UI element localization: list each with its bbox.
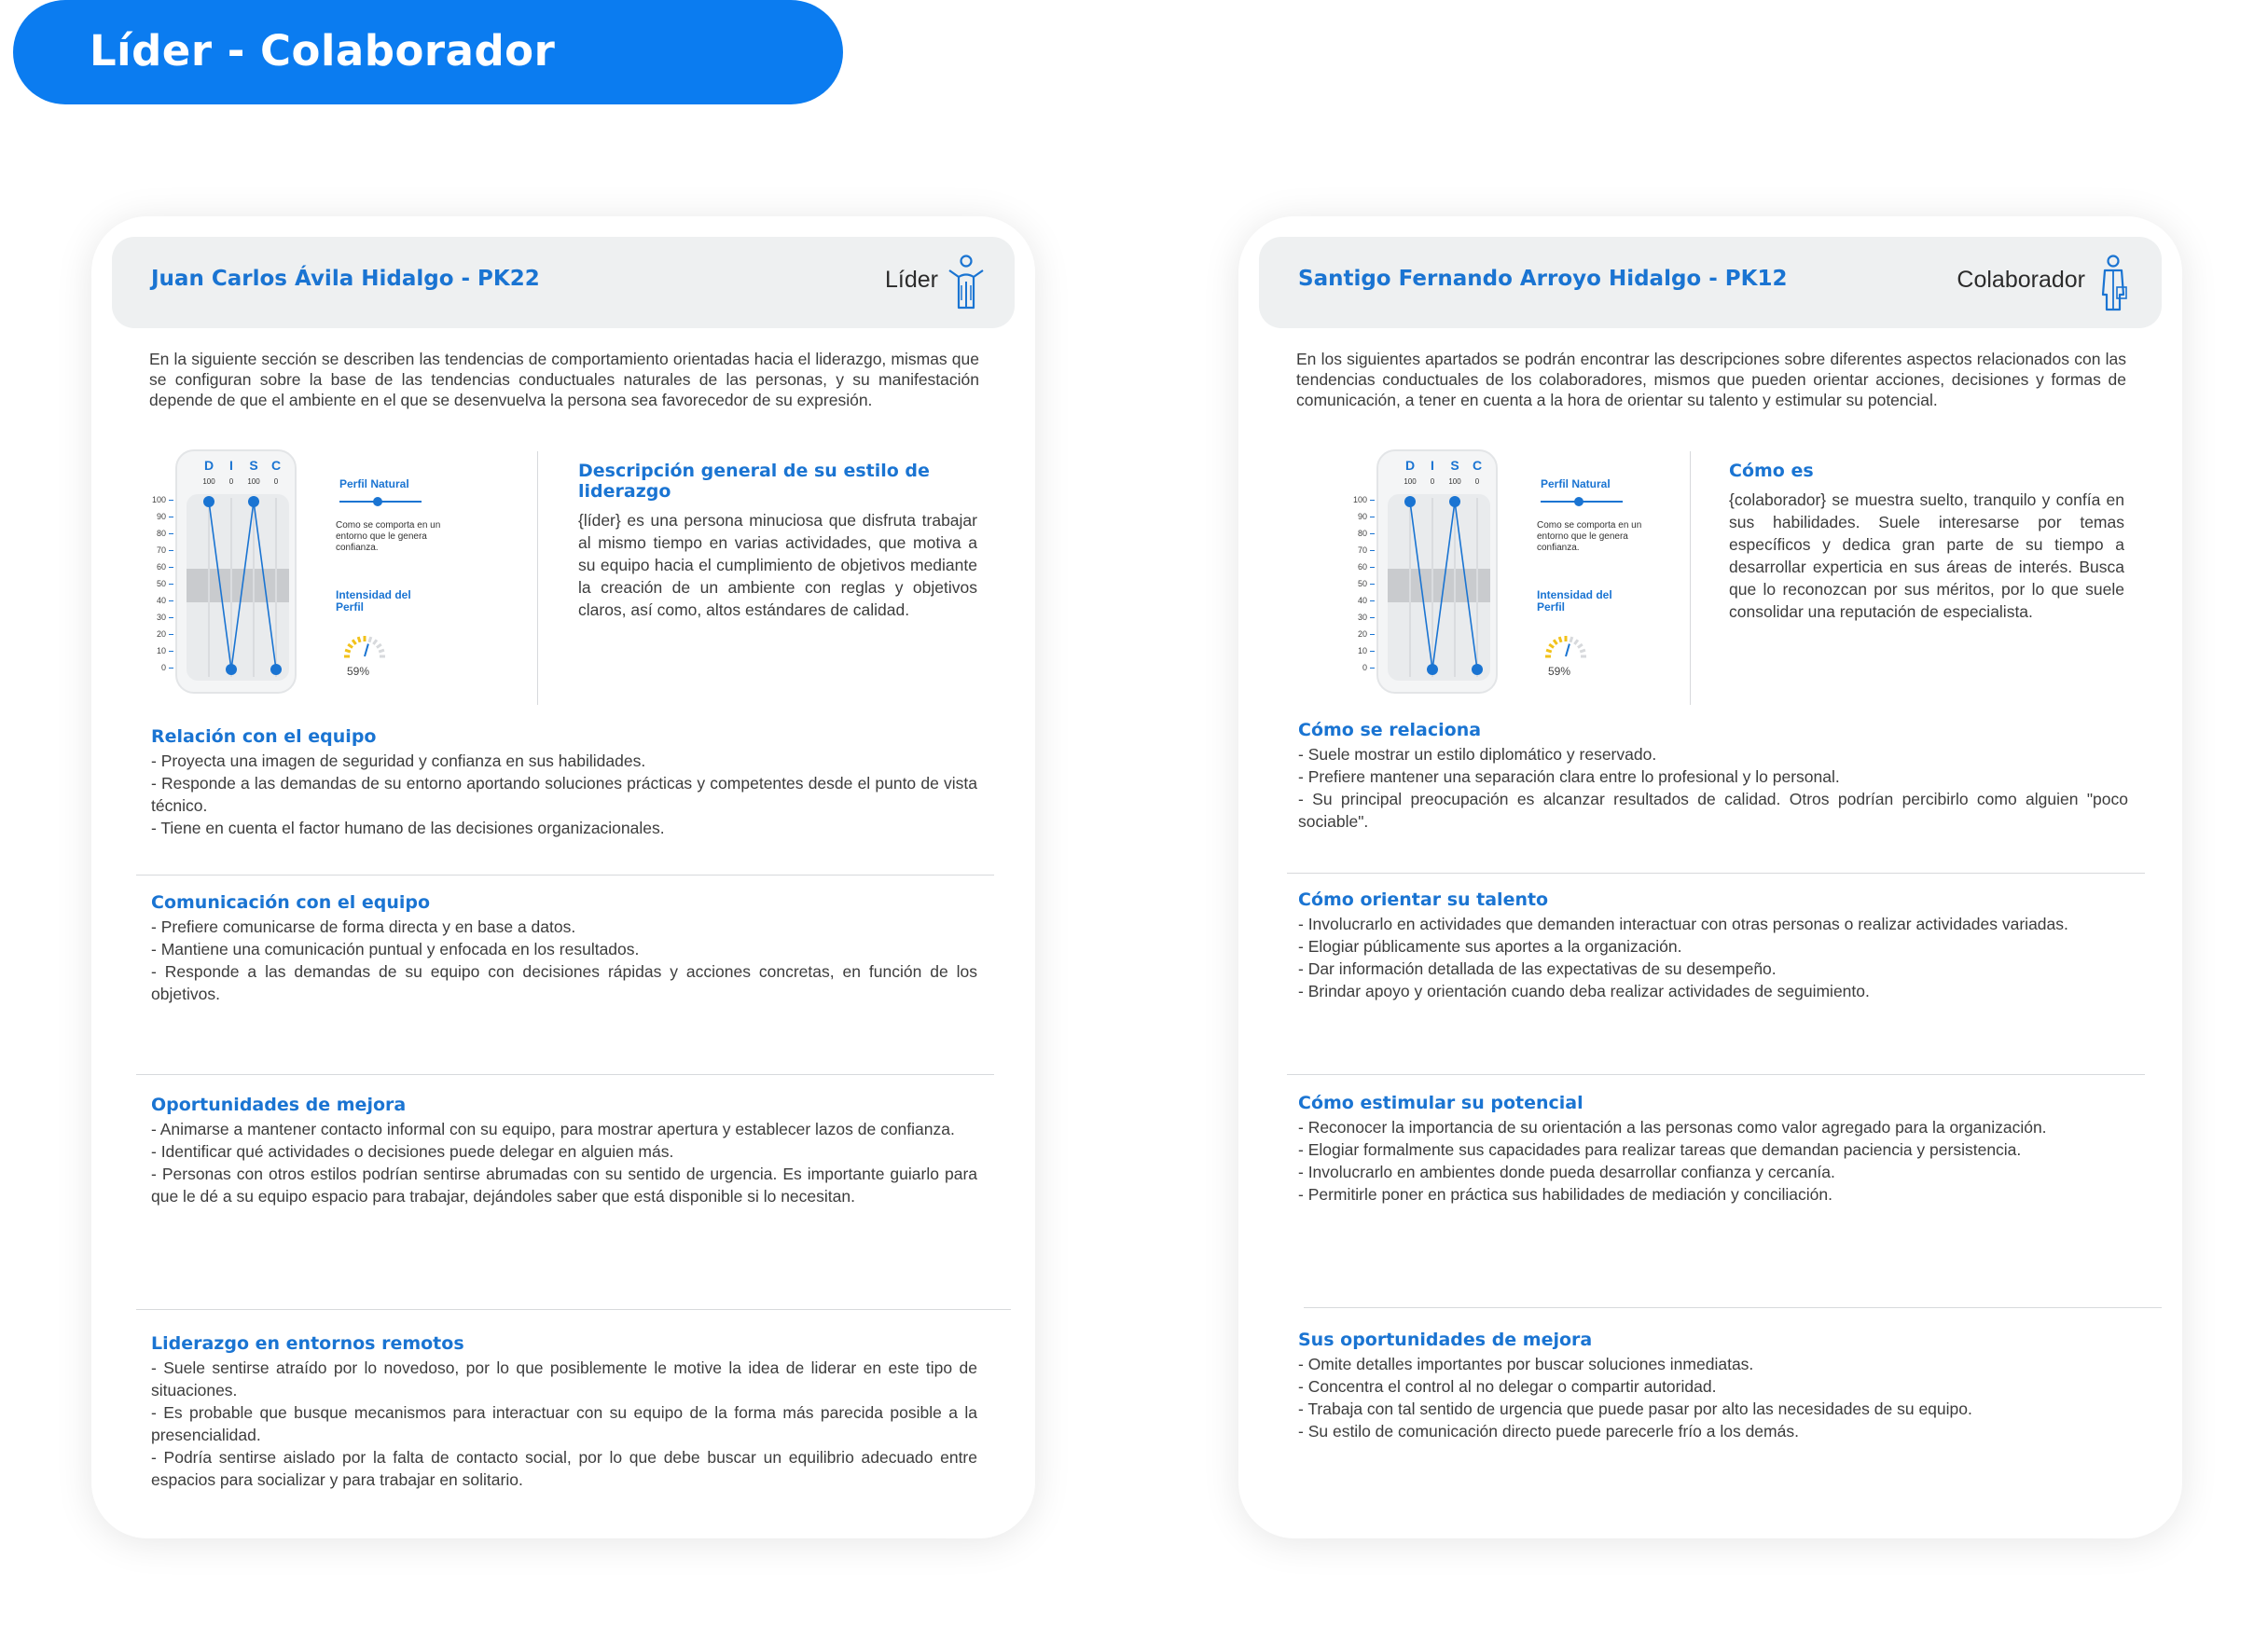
disc-chart (1378, 451, 1500, 696)
gauge-segment (1574, 640, 1578, 644)
list-item: - Su estilo de comunicación directo puede parecerle frío a los demás. (1298, 1422, 1799, 1441)
y-axis-tick: 10 (1357, 646, 1367, 655)
gauge-segment (348, 644, 353, 648)
list-item: - Mantiene una comunicación puntual y enfocada en los resultados. (151, 940, 640, 958)
collaborator-name: Santigo Fernando Arroyo Hidalgo - PK12 (1298, 267, 1788, 291)
gauge-segment (1549, 644, 1554, 648)
list-item: - Identificar qué actividades o decisiones puede delegar en alguien más. (151, 1142, 674, 1161)
y-axis-tick: 50 (1357, 579, 1367, 588)
section-divider (1287, 1074, 2145, 1075)
section-divider (1287, 873, 2145, 874)
y-axis-tick: 40 (156, 596, 166, 605)
disc-letter-i: I (1431, 458, 1434, 473)
disc-letter-i: I (229, 458, 233, 473)
y-axis-tick: 0 (1362, 663, 1367, 672)
collaborator-header (1259, 237, 2162, 328)
intensidad-label: Intensidad del Perfil (336, 588, 411, 614)
disc-value-c: 0 (1474, 477, 1480, 486)
section-divider (136, 875, 994, 876)
disc-panel (1376, 449, 1498, 694)
section-title: Cómo se relaciona (1298, 720, 1482, 740)
list-item: - Animarse a mantener contacto informal con su equipo, para mostrar apertura y establecer lazos de confianza. (151, 1120, 955, 1138)
y-axis-tick: 80 (1357, 529, 1367, 538)
disc-value-d: 100 (202, 477, 215, 486)
list-item: - Elogiar formalmente sus capacidades para realizar tareas que demandan paciencia y persistencia. (1298, 1140, 2022, 1159)
section-list (151, 916, 977, 1005)
disc-point (203, 496, 214, 507)
gauge-needle (1566, 644, 1570, 656)
gauge-segment (1559, 637, 1561, 642)
leader-section-oportunidades (151, 1095, 977, 1207)
section-divider (136, 1074, 994, 1075)
gauge-segment (353, 640, 356, 644)
leader-section-remotos (151, 1333, 977, 1491)
perfil-natural-label: Perfil Natural (339, 477, 409, 490)
intensity-gauge-icon (1541, 627, 1591, 664)
leader-intro: En la siguiente sección se describen las tendencias de comportamiento orientadas hacia el liderazgo, mismas que se configuran sobre la base de las tendencias conductuales naturales de las personas, y su manifestación depende de que el ambiente en el que se desenvuelva la persona sea favorecedor de su expresión. (149, 350, 979, 409)
collaborator-description-text: {colaborador} se muestra suelto, tranquilo y confía en sus habilidades. Suele interesarse por temas específicos y dedica gran parte de su tiempo a desarrollar experticia en sus áreas de interés. Busca que lo reconozcan por sus méritos, por lo que suele consolidar una reputación de especialista. (1729, 490, 2124, 621)
y-axis-tick: 40 (1357, 596, 1367, 605)
section-divider (1304, 1307, 2162, 1308)
list-item: - Responde a las demandas de su entorno aportando soluciones prácticas y competentes desde el punto de vista técnico. (151, 774, 977, 815)
intensidad-label: Intensidad del Perfil (1537, 588, 1612, 614)
disc-y-axis (1341, 495, 1375, 672)
section-list (1298, 1353, 2128, 1442)
perfil-slider (1541, 501, 1623, 503)
leader-section-comunicacion (151, 892, 977, 1005)
collaborator-description-block (1729, 461, 2124, 623)
list-item: - Su principal preocupación es alcanzar resultados de calidad. Otros podrían percibirlo como alguien "poco sociable". (1298, 790, 2128, 831)
section-list (151, 750, 977, 839)
disc-y-axis (140, 495, 173, 672)
leader-card (91, 216, 1035, 1538)
section-divider (136, 1309, 1011, 1310)
section-title: Comunicación con el equipo (151, 892, 431, 913)
list-item: - Suele sentirse atraído por lo novedoso, por lo que posiblemente le motive la idea de liderar en este tipo de situaciones. (151, 1358, 977, 1399)
collaborator-role-label: Colaborador (1957, 267, 2085, 293)
disc-point (1427, 664, 1438, 675)
list-item: - Concentra el control al no delegar o compartir autoridad. (1298, 1377, 1717, 1396)
intensity-percent: 59% (347, 665, 370, 678)
section-list (1298, 913, 2128, 1002)
y-axis-tick: 70 (156, 545, 166, 555)
section-title: Cómo orientar su talento (1298, 889, 1549, 910)
disc-value-i: 0 (228, 477, 234, 486)
y-axis-tick: 90 (1357, 512, 1367, 521)
leader-person-icon (946, 254, 987, 311)
disc-letter-s: S (249, 458, 258, 473)
disc-point (1449, 496, 1460, 507)
disc-letter-c: C (270, 458, 282, 473)
y-axis-tick: 30 (1357, 613, 1367, 622)
section-title: Oportunidades de mejora (151, 1095, 407, 1115)
list-item: - Personas con otros estilos podrían sentirse abrumadas con su sentido de urgencia. Es importante guiarlo para que le dé a su equipo espacio para trabajar, dejándoles saber que está disponible si lo necesitan. (151, 1165, 977, 1206)
gauge-segment (358, 637, 360, 642)
collaborator-section-potencial (1298, 1093, 2128, 1206)
section-list (151, 1118, 977, 1207)
leader-role-label: Líder (885, 267, 938, 293)
disc-point (1404, 496, 1416, 507)
section-list (151, 1357, 977, 1491)
collaborator-person-icon (2093, 254, 2134, 311)
disc-value-s: 100 (247, 477, 260, 486)
list-item: - Permitirle poner en práctica sus habilidades de mediación y conciliación. (1298, 1185, 1832, 1204)
disc-letter-d: D (203, 458, 214, 473)
leader-disc-block (151, 449, 511, 720)
page-title: Líder - Colaborador (90, 26, 556, 76)
leader-description-text: {líder} es una persona minuciosa que disfruta trabajar al mismo tiempo en varias actividades, que motiva a su equipo hacia el cumplimiento de objetivos mediante la creación de un ambiente con reglas y objetivos claros, así como, altos estándares de calidad. (578, 511, 977, 619)
y-axis-tick: 50 (156, 579, 166, 588)
leader-name: Juan Carlos Ávila Hidalgo - PK22 (151, 267, 540, 291)
disc-value-s: 100 (1448, 477, 1461, 486)
list-item: - Tiene en cuenta el factor humano de las decisiones organizacionales. (151, 819, 665, 837)
gauge-segment (1578, 644, 1583, 648)
collaborator-disc-block (1352, 449, 1712, 720)
section-list (1298, 1116, 2128, 1206)
disc-point (1472, 664, 1483, 675)
leader-header (112, 237, 1015, 328)
leader-description-title: Descripción general de su estilo de liderazgo (578, 461, 930, 502)
disc-midline-band (1388, 569, 1490, 602)
disc-letter-s: S (1450, 458, 1459, 473)
gauge-segment (345, 650, 351, 652)
y-axis-tick: 80 (156, 529, 166, 538)
list-item: - Brindar apoyo y orientación cuando deba realizar actividades de seguimiento. (1298, 982, 1870, 1000)
perfil-description: Como se comporta en un entorno que le genera confianza. (336, 520, 441, 553)
disc-point (226, 664, 237, 675)
disc-chart (177, 451, 298, 696)
gauge-segment (1570, 637, 1572, 642)
gauge-segment (1580, 650, 1585, 652)
collaborator-card (1238, 216, 2182, 1538)
list-item: - Prefiere mantener una separación clara entre lo profesional y lo personal. (1298, 767, 1840, 786)
perfil-slider (339, 501, 422, 503)
disc-value-i: 0 (1430, 477, 1435, 486)
gauge-segment (379, 650, 384, 652)
disc-letter-c: C (1472, 458, 1483, 473)
y-axis-tick: 90 (156, 512, 166, 521)
disc-value-c: 0 (273, 477, 279, 486)
y-axis-tick: 100 (151, 495, 166, 504)
list-item: - Trabaja con tal sentido de urgencia que puede pasar por alto las necesidades de su equipo. (1298, 1399, 1972, 1418)
list-item: - Es probable que busque mecanismos para interactuar con su equipo de la forma más parecida posible a la presencialidad. (151, 1403, 977, 1444)
gauge-segment (369, 637, 371, 642)
list-item: - Elogiar públicamente sus aportes a la organización. (1298, 937, 1682, 956)
y-axis-tick: 0 (160, 663, 166, 672)
disc-panel (175, 449, 297, 694)
y-axis-tick: 10 (156, 646, 166, 655)
page-title-banner (13, 0, 843, 104)
y-axis-tick: 60 (156, 562, 166, 572)
section-title: Cómo estimular su potencial (1298, 1093, 1583, 1113)
disc-value-d: 100 (1404, 477, 1417, 486)
list-item: - Responde a las demandas de su equipo con decisiones rápidas y acciones concretas, en función de los objetivos. (151, 962, 977, 1003)
list-item: - Involucrarlo en ambientes donde pueda desarrollar confianza y cercanía. (1298, 1163, 1835, 1181)
disc-point (248, 496, 259, 507)
perfil-description: Como se comporta en un entorno que le genera confianza. (1537, 520, 1642, 553)
collaborator-section-talento (1298, 889, 2128, 1002)
gauge-segment (377, 644, 381, 648)
list-item: - Involucrarlo en actividades que demanden interactuar con otras personas o realizar actividades variadas. (1298, 915, 2068, 933)
gauge-segment (373, 640, 377, 644)
y-axis-tick: 20 (1357, 629, 1367, 639)
section-list (1298, 743, 2128, 833)
collaborator-section-oportunidades (1298, 1330, 2128, 1442)
list-item: - Omite detalles importantes por buscar soluciones inmediatas. (1298, 1355, 1754, 1373)
gauge-segment (1546, 650, 1552, 652)
list-item: - Reconocer la importancia de su orientación a las personas como valor agregado para la organización. (1298, 1118, 2047, 1137)
leader-section-relacion (151, 726, 977, 839)
vertical-divider (537, 451, 538, 705)
list-item: - Podría sentirse aislado por la falta de contacto social, por lo que debe buscar un equilibrio adecuado entre espacios para socializar y para trabajar en solitario. (151, 1448, 977, 1489)
intensity-percent: 59% (1548, 665, 1571, 678)
vertical-divider (1690, 451, 1691, 705)
y-axis-tick: 20 (156, 629, 166, 639)
leader-description-block (578, 461, 977, 621)
collaborator-section-relaciona (1298, 720, 2128, 833)
list-item: - Dar información detallada de las expectativas de su desempeño. (1298, 959, 1777, 978)
section-title: Sus oportunidades de mejora (1298, 1330, 1593, 1350)
collaborator-intro: En los siguientes apartados se podrán encontrar las descripciones sobre diferentes aspectos relacionados con las tendencias conductuales de los colaboradores, mismos que pueden orientar acciones, decisiones y formas de comunicación, a tener en cuenta a la hora de orientar su talento y estimular su potencial. (1296, 350, 2126, 409)
gauge-needle (365, 644, 368, 656)
disc-letter-d: D (1404, 458, 1416, 473)
collaborator-description-title: Cómo es (1729, 461, 1814, 481)
y-axis-tick: 60 (1357, 562, 1367, 572)
disc-midline-band (187, 569, 289, 602)
disc-point (270, 664, 282, 675)
perfil-natural-label: Perfil Natural (1541, 477, 1611, 490)
y-axis-tick: 70 (1357, 545, 1367, 555)
gauge-segment (1554, 640, 1557, 644)
y-axis-tick: 100 (1352, 495, 1367, 504)
section-title: Liderazgo en entornos remotos (151, 1333, 464, 1354)
list-item: - Prefiere comunicarse de forma directa y en base a datos. (151, 917, 576, 936)
intensity-gauge-icon (339, 627, 390, 664)
y-axis-tick: 30 (156, 613, 166, 622)
list-item: - Suele mostrar un estilo diplomático y reservado. (1298, 745, 1657, 764)
list-item: - Proyecta una imagen de seguridad y confianza en sus habilidades. (151, 751, 646, 770)
section-title: Relación con el equipo (151, 726, 377, 747)
